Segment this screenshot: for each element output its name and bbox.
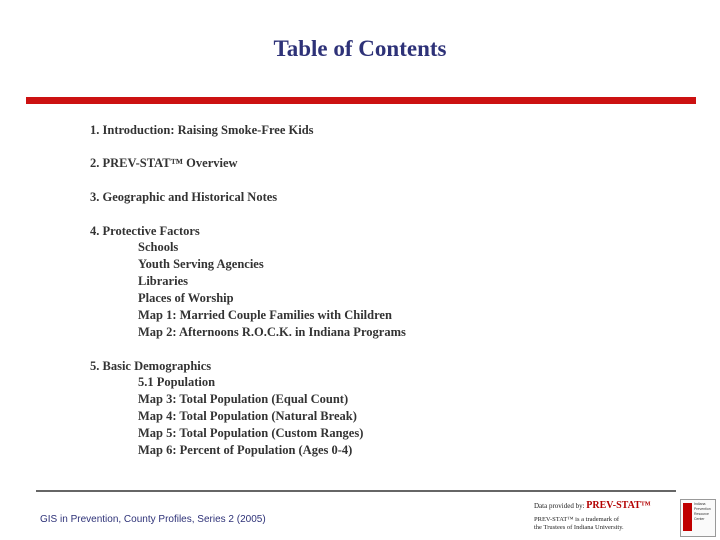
toc-subentry: Map 6: Percent of Population (Ages 0-4)	[138, 443, 353, 457]
trademark-line-1: PREV-STAT™ is a trademark of	[534, 516, 620, 523]
toc-subentry: Map 3: Total Population (Equal Count)	[138, 392, 349, 406]
trademark-line-2: the Trustees of Indiana University.	[534, 524, 624, 531]
credit-provided-label: Data provided by:	[534, 502, 585, 510]
toc-subentry: Youth Serving Agencies	[138, 257, 264, 271]
toc-entry-5: 5. Basic Demographics	[90, 359, 212, 373]
credit-provided-row	[534, 500, 651, 511]
iprc-logo	[680, 499, 716, 537]
toc-subentry: Places of Worship	[138, 291, 234, 305]
toc-subentry: Map 2: Afternoons R.O.C.K. in Indiana Programs	[138, 325, 406, 339]
toc-subentry: Map 1: Married Couple Families with Children	[138, 308, 392, 322]
toc-subentry: Map 5: Total Population (Custom Ranges)	[138, 426, 364, 440]
logo-text-line: Prevention	[694, 507, 711, 511]
logo-text-line: Center	[694, 517, 705, 521]
toc-subentry: Map 4: Total Population (Natural Break)	[138, 409, 357, 423]
indiana-state-icon	[683, 503, 692, 531]
footer-divider-line	[36, 490, 676, 492]
credit-trademark	[534, 516, 624, 532]
toc-entry-3: 3. Geographic and Historical Notes	[90, 190, 278, 204]
logo-text-line: Indiana	[694, 502, 706, 506]
toc-subentry: 5.1 Population	[138, 375, 216, 389]
footer-series-text: GIS in Prevention, County Profiles, Series 2 (2005)	[40, 514, 266, 525]
logo-text-line: Resource	[694, 512, 709, 516]
title-divider	[26, 97, 696, 104]
footer-divider	[36, 490, 676, 492]
toc-subentry: Libraries	[138, 274, 188, 288]
toc-entry-2: 2. PREV-STAT™ Overview	[90, 156, 238, 170]
credit-brand: PREV-STAT™	[586, 500, 651, 511]
logo-text	[694, 502, 711, 522]
toc-entry-1: 1. Introduction: Raising Smoke-Free Kids	[90, 123, 314, 137]
page-title: Table of Contents	[273, 36, 447, 61]
toc-subentry: Schools	[138, 240, 179, 254]
title-divider-bar	[26, 97, 696, 104]
toc-entry-4: 4. Protective Factors	[90, 224, 200, 238]
